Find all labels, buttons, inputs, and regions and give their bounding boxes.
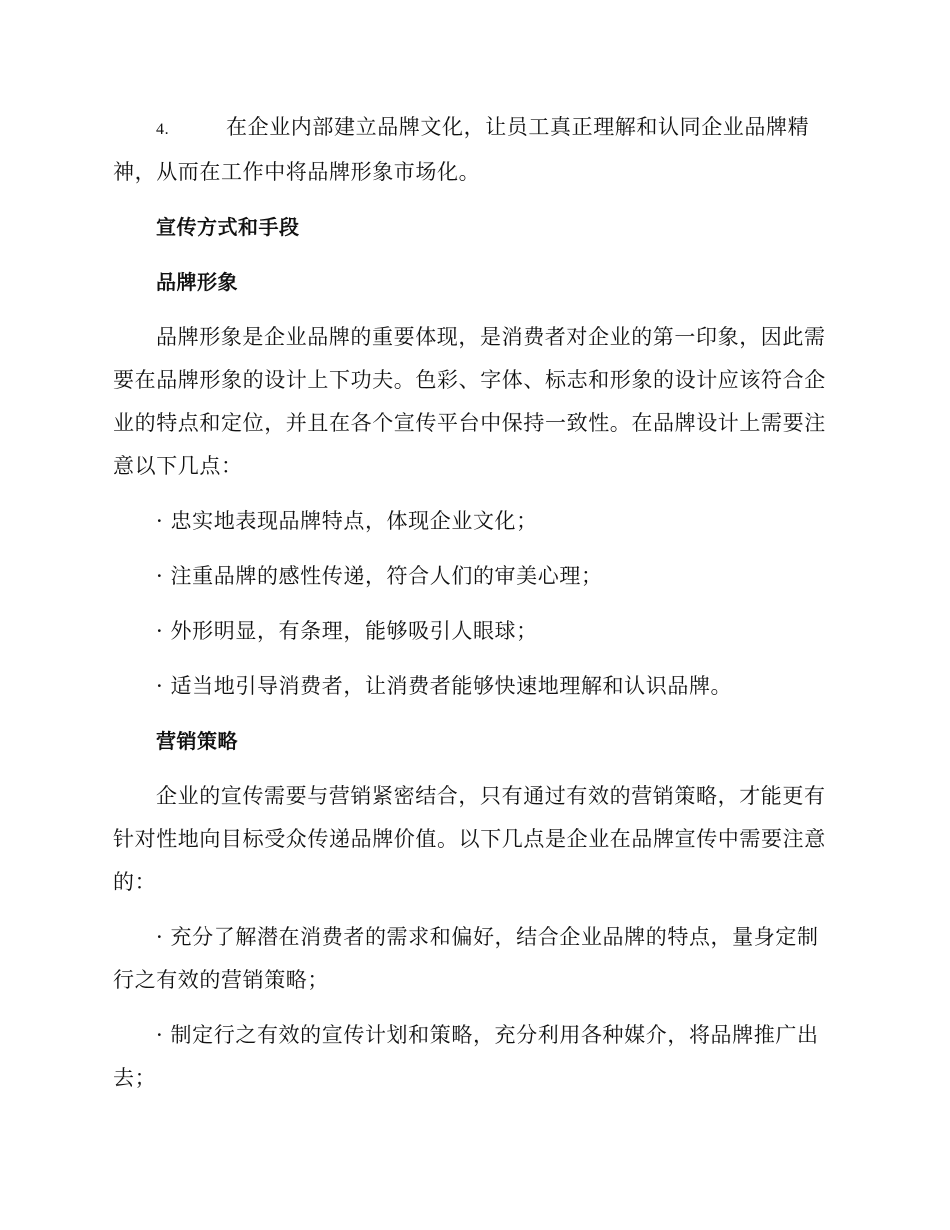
brand-bullet-1: · 忠实地表现品牌特点，体现企业文化； (156, 509, 538, 533)
section-heading-promotion: 宣传方式和手段 (156, 215, 300, 239)
marketing-bullet-2: · 制定行之有效的宣传计划和策略，充分利用各种媒介，将品牌推广出去； (113, 1023, 819, 1090)
list-item-4 (113, 106, 833, 194)
marketing-bullet-1: · 充分了解潜在消费者的需求和偏好，结合企业品牌的特点，量身定制行之有效的营销策略； (113, 925, 819, 992)
marketing-paragraph: 企业的宣传需要与营销紧密结合，只有通过有效的营销策略，才能更有针对性地向目标受众传递品牌价值。以下几点是企业在品牌宣传中需要注意的： (113, 784, 826, 894)
brand-bullet-4: · 适当地引导消费者，让消费者能够快速地理解和认识品牌。 (156, 674, 733, 698)
brand-bullet-3: · 外形明显，有条理，能够吸引人眼球； (156, 619, 538, 643)
list-item-text: 在企业内部建立品牌文化，让员工真正理解和认同企业品牌精神，从而在工作中将品牌形象市场化。 (113, 115, 810, 184)
list-number: 4. (156, 121, 170, 138)
document-page (113, 106, 833, 1112)
brand-bullet-2: · 注重品牌的感性传递，符合人们的审美心理； (156, 564, 603, 588)
subsection-heading-marketing: 营销策略 (156, 729, 238, 753)
brand-image-paragraph: 品牌形象是企业品牌的重要体现，是消费者对企业的第一印象，因此需要在品牌形象的设计上下功夫。色彩、字体、标志和形象的设计应该符合企业的特点和定位，并且在各个宣传平台中保持一致性。在品牌设计上需要注意以下几点： (113, 325, 826, 478)
subsection-heading-brand-image: 品牌形象 (156, 270, 238, 294)
